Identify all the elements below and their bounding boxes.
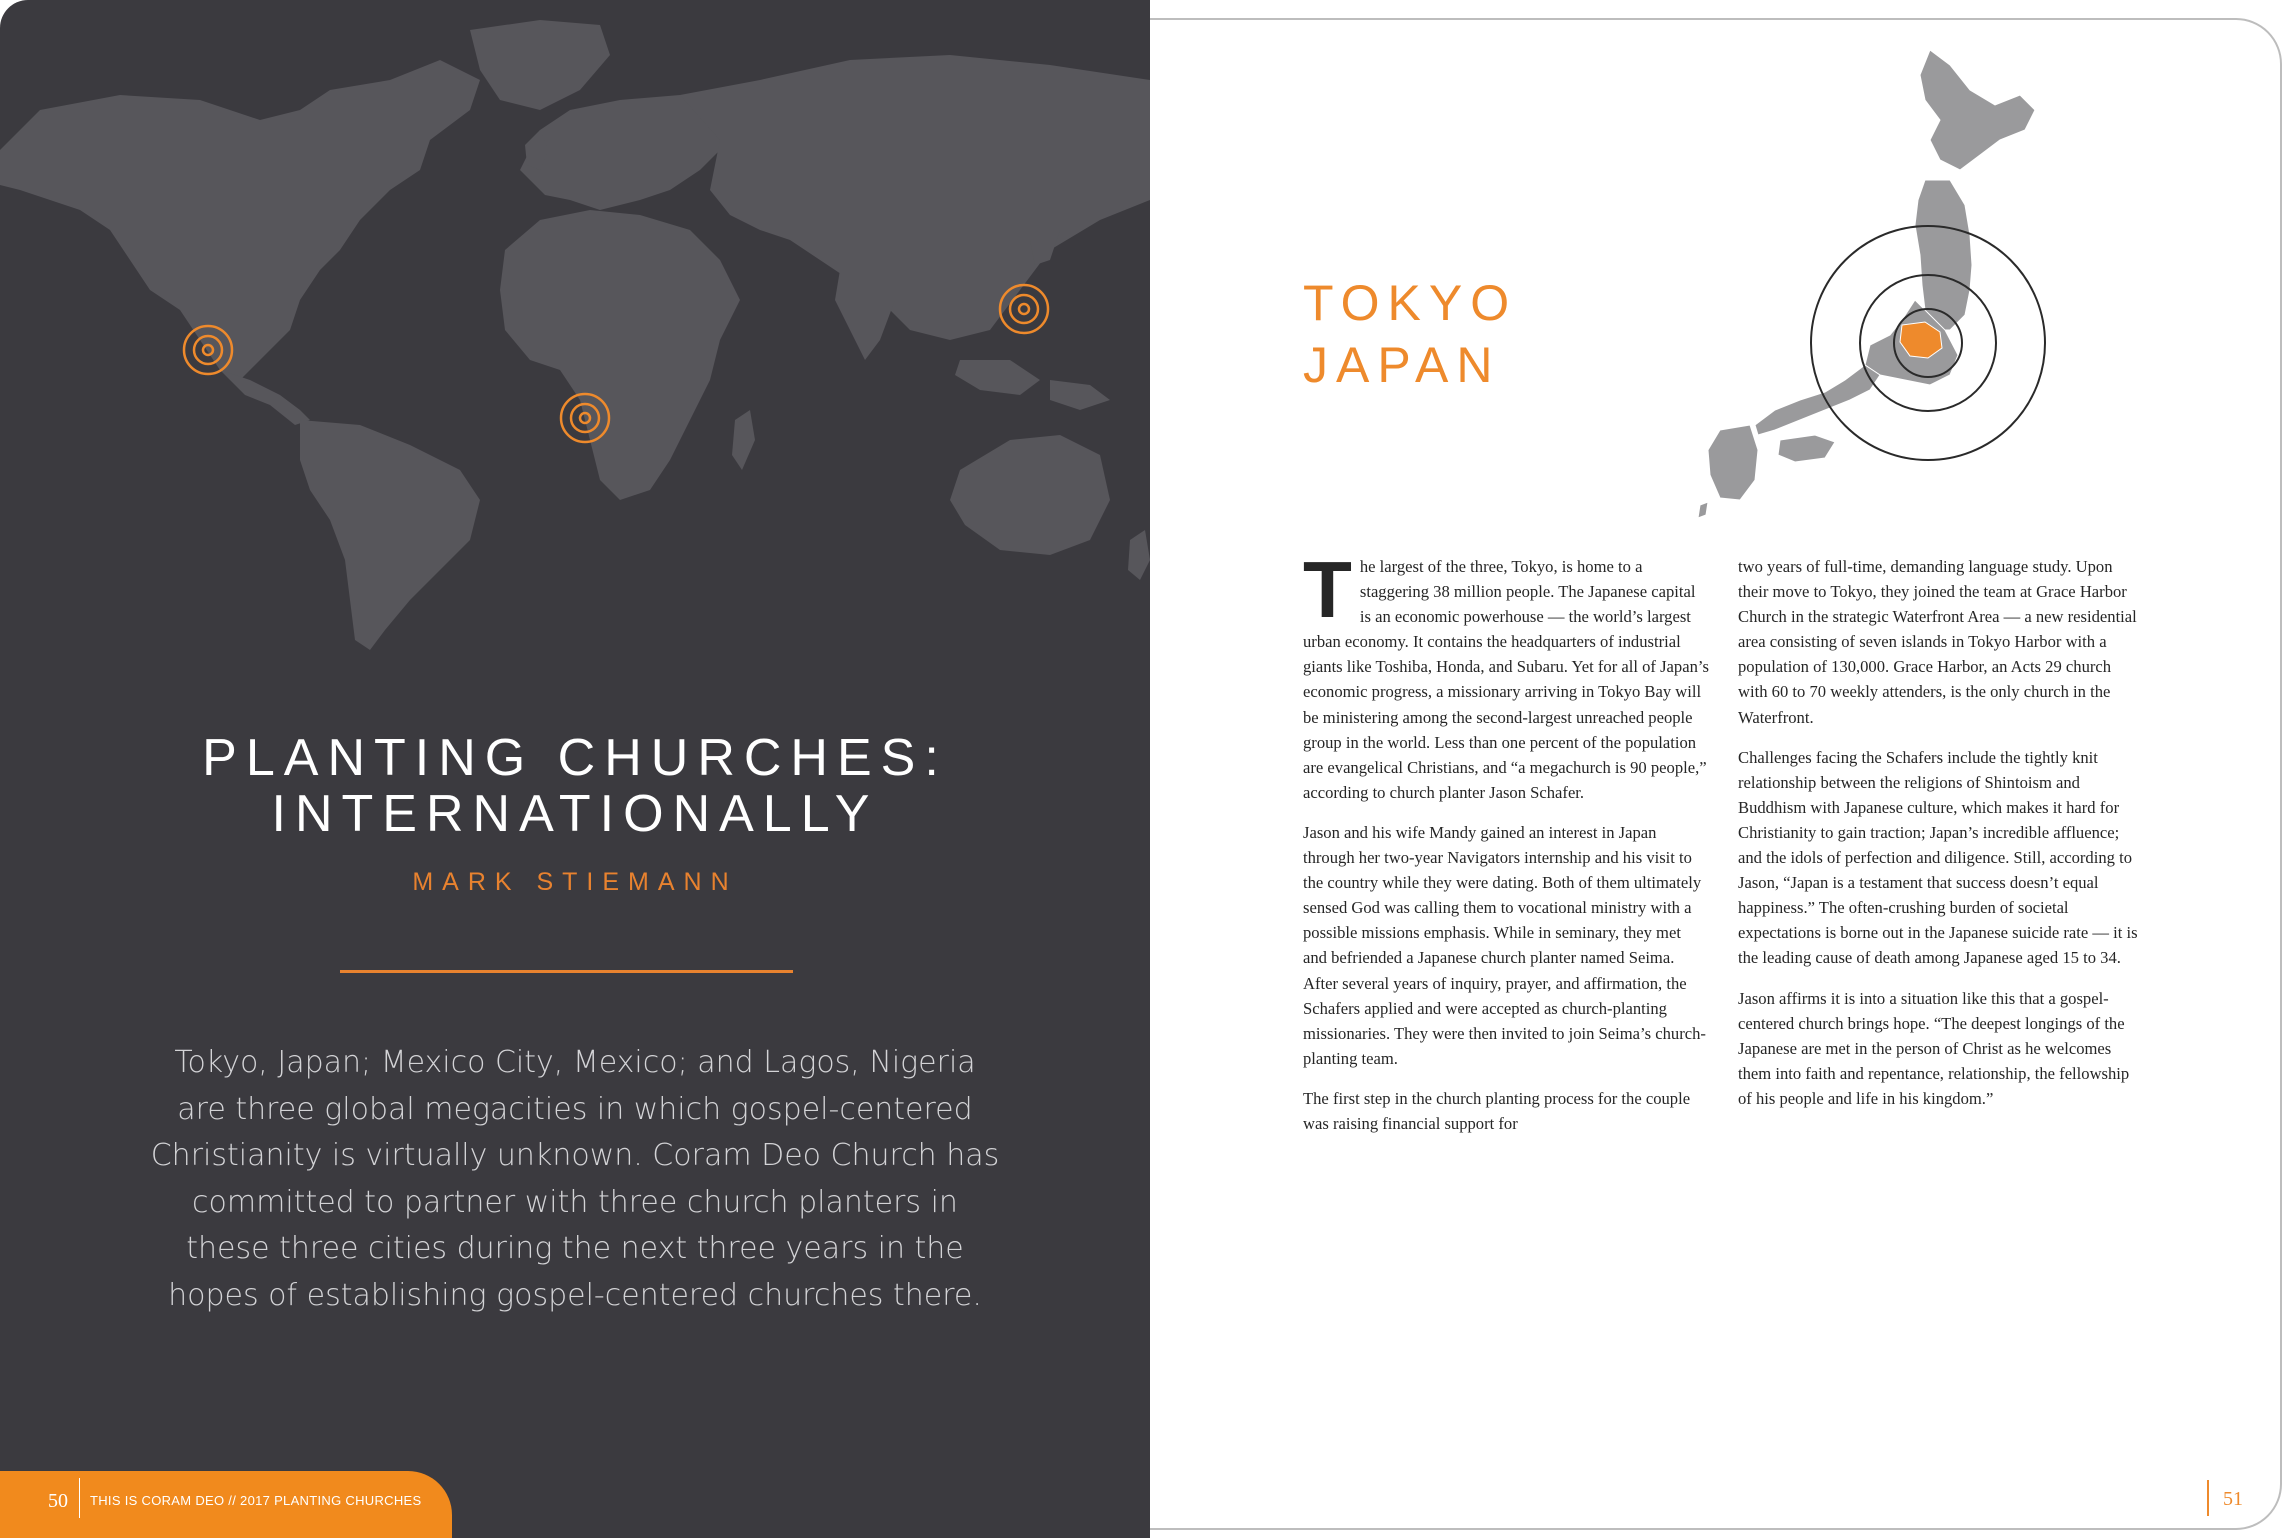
article-column-1 bbox=[1303, 545, 1709, 1151]
main-title-line-2: INTERNATIONALLY bbox=[271, 785, 879, 843]
world-map bbox=[0, 0, 1150, 650]
author-name: MARK STIEMANN bbox=[412, 868, 738, 896]
footer-separator bbox=[79, 1478, 80, 1518]
article-paragraph: Jason and his wife Mandy gained an interest in Japan through her two-year Navigators internship and his visit to the country while they were dating. Both of them ultimately sensed God was calling them to vocational ministry with a possible missions emphasis. While in seminary, they met and befriended a Japanese church planter named Seima. After several years of inquiry, prayer, and affirmation, the Schafers applied and were accepted as church-planting missionaries. They were then invited to join Seima’s church-planting team. bbox=[1303, 822, 1706, 1068]
right-page-number: 51 bbox=[2223, 1488, 2243, 1510]
drop-cap: T bbox=[1303, 545, 1352, 634]
article-paragraph bbox=[1303, 545, 1709, 805]
article-paragraph-text: he largest of the three, Tokyo, is home to a staggering 38 million people. The Japanese capital is an economic powerhouse — the world’s largest urban economy. It contains the headquarters of industrial giants like Toshiba, Honda, and Subaru. Yet for all of Japan’s economic progress, a missionary arriving in Tokyo Bay will be ministering among the second-largest unreached people group in the world. Less than one percent of the population are evangelical Christians, and “a megachurch is 90 people,” according to church planter Jason Schafer. bbox=[1303, 557, 1709, 802]
tokyo-marker bbox=[1000, 285, 1048, 333]
main-title-line-1: PLANTING CHURCHES: bbox=[202, 729, 948, 787]
city-title-japan: JAPAN bbox=[1303, 337, 1501, 393]
article-paragraph: The first step in the church planting process for the couple was raising financial support for bbox=[1303, 1088, 1691, 1133]
left-page-number: 50 bbox=[48, 1490, 68, 1512]
article-paragraph: two years of full-time, demanding language study. Upon their move to Tokyo, they joined the team at Grace Harbor Church in the strategic Waterfront Area — a new residential area consisting of seven islands in Tokyo Harbor with a population of 130,000. Grace Harbor, an Acts 29 church with 60 to 70 weekly attenders, is the only church in the Waterfront. bbox=[1738, 557, 2137, 727]
japan-map bbox=[1640, 30, 2100, 530]
article-column-2 bbox=[1738, 554, 2144, 1126]
city-title-tokyo: TOKYO bbox=[1303, 275, 1518, 331]
title-divider bbox=[340, 970, 793, 973]
footer-running-title: THIS IS CORAM DEO // 2017 PLANTING CHURCHES bbox=[90, 1493, 422, 1508]
intro-paragraph: Tokyo, Japan; Mexico City, Mexico; and Lagos, Nigeria are three global megacities in which gospel-centered Christianity is virtually unknown. Coram Deo Church has committed to partner with three church planters in these three cities during the next three years in the hopes of establishing gospel-centered churches there. bbox=[150, 1045, 1000, 1313]
article-paragraph: Jason affirms it is into a situation like this that a gospel-centered church brings hope. “The deepest longings of the Japanese are met in the person of Christ as he welcomes them into faith and repentance, relationship, the fellowship of his people and life in his kingdom.” bbox=[1738, 988, 2130, 1108]
right-footer-separator bbox=[2207, 1480, 2209, 1516]
article-paragraph: Challenges facing the Schafers include the tightly knit relationship between the religions of Shintoism and Buddhism with Japanese culture, which makes it hard for Christianity to gain traction; Japan’s incredible affluence; and the idols of perfection and diligence. Still, according to Jason, “Japan is a testament that success doesn’t equal happiness.” The often-crushing burden of societal expectations is borne out in the Japanese suicide rate — it is the leading cause of death among Japanese aged 15 to 34. bbox=[1738, 747, 2138, 968]
